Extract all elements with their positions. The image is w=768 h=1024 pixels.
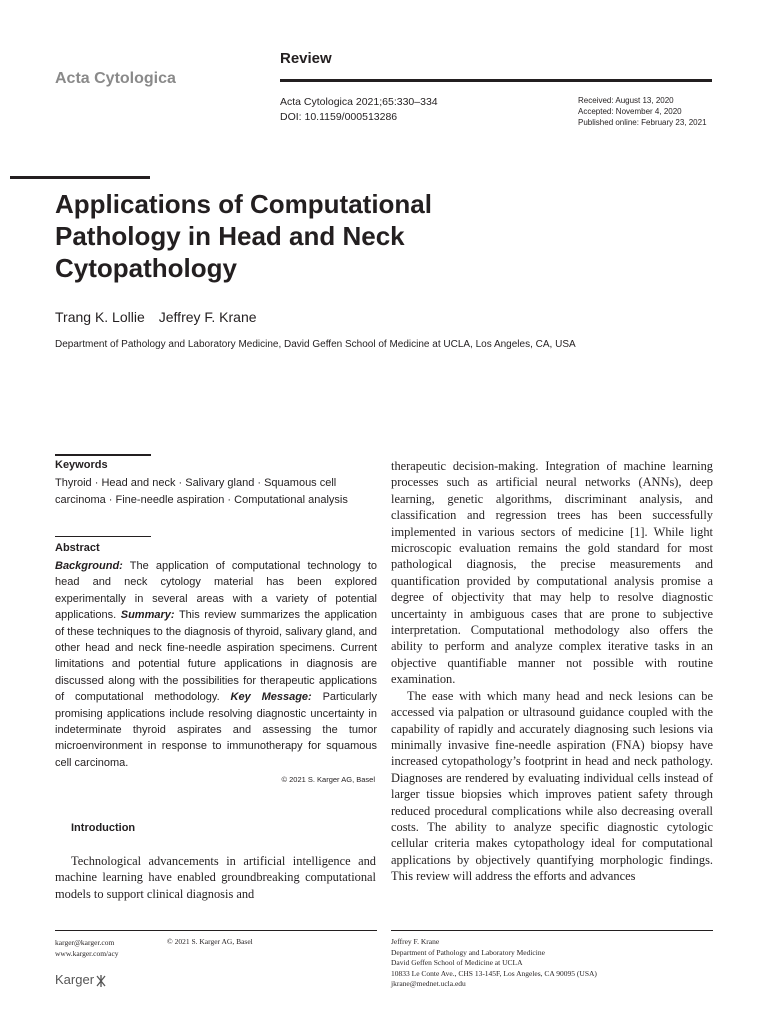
introduction-heading: Introduction bbox=[71, 822, 136, 834]
introduction-text: Technological advancements in artificial intelligence and machine learning have enabled groundbreaking computational models to support clinical diagnosis and bbox=[55, 854, 376, 901]
journal-name: Acta Cytologica bbox=[55, 70, 176, 87]
body-column bbox=[391, 458, 713, 885]
doi-link[interactable]: DOI: 10.1159/000513286 bbox=[280, 111, 398, 123]
publisher-contact bbox=[55, 937, 119, 959]
published-date: Published online: February 23, 2021 bbox=[578, 118, 707, 127]
background-label: Background: bbox=[55, 560, 123, 572]
summary-label: Summary: bbox=[120, 609, 175, 622]
abstract-rule bbox=[55, 536, 151, 537]
keywords-rule bbox=[55, 454, 151, 456]
author-name: Jeffrey F. Krane bbox=[158, 309, 257, 325]
author-list bbox=[55, 309, 257, 325]
received-date: Received: August 13, 2020 bbox=[578, 96, 674, 105]
abstract-text bbox=[55, 558, 377, 771]
citation-block bbox=[280, 95, 438, 125]
publisher-logo bbox=[55, 972, 107, 988]
correspondence-name: Jeffrey F. Krane bbox=[391, 937, 440, 946]
correspondence-department: Department of Pathology and Laboratory Medicine bbox=[391, 947, 545, 957]
citation: Acta Cytologica 2021;65:330–334 bbox=[280, 96, 438, 108]
abstract-copyright: © 2021 S. Karger AG, Basel bbox=[281, 775, 375, 784]
section-rule bbox=[280, 79, 712, 82]
article-title: Applications of Computational Pathology in Head and Neck Cytopathology bbox=[55, 189, 432, 283]
abstract-summary: This review summarizes the application of these techniques to the diagnosis of thyroid, salivary gland, and other head and neck fine-needle aspiration specimens. Current limitations and potential future applications in diagnosis are discussed along with the possibilities for therapeutic applications of computational methodology. bbox=[55, 609, 378, 704]
author-name: Trang K. Lollie bbox=[55, 309, 145, 325]
body-paragraph: The ease with which many head and neck lesions can be accessed via palpation or ultrasound guidance coupled with the capability of rapidly and accurately diagnosing such lesions via minimally invasive fine-needle aspiration (FNA) biopsy have increased cytopathology’s footprint in head and neck pathology. Diagnoses are rendered by evaluating individual cells instead of larger tissue biopsies which improves patient safety through reduced procedural complications while also decreasing overall costs. The ability to analyze specific diagnostic cytologic cellular criteria makes cytopathology ideal for computational applications by objectively quantifying morphologic findings. This review will address the efforts and advances bbox=[391, 688, 713, 884]
logo-mark-icon bbox=[95, 974, 107, 988]
publisher-email-link[interactable]: karger@karger.com bbox=[55, 938, 115, 947]
key-message-label: Key Message: bbox=[230, 691, 312, 704]
abstract-key-message: Particularly promising applications include resolving diagnostic uncertainty in indeterminate thyroid aspirates and assessing the tumor microenvironment in response to immunotherapy for squamous cell carcinoma. bbox=[55, 691, 377, 769]
abstract-background: The application of computational technology to head and neck cytology material has been explored experimentally in several areas with a variety of potential applications. bbox=[55, 560, 378, 622]
body-paragraph: therapeutic decision-making. Integration of machine learning processes such as artificial neural networks (ANNs), deep learning, genetic algorithms, discriminant analysis, and classification and regression trees has been successfully implemented in various sectors of medicine [1]. While light microscopic evaluation remains the gold standard for most pathological diagnosis, the precise measurements and quantification provided by computational analysis promise a degree of objectivity that may help to resolve diagnostic uncertainty in ambiguous cases that are prone to subjective interpretation. Computational methodology also offers the ability to perform and analyze complex iterative tasks in an objective quantifiable manner not possible with routine examination. bbox=[391, 459, 713, 687]
correspondence bbox=[391, 937, 597, 990]
correspondence-email-link[interactable]: jkrane@mednet.ucla.edu bbox=[391, 979, 466, 989]
keywords-heading: Keywords bbox=[55, 459, 108, 471]
keywords-list: Thyroid · Head and neck · Salivary gland · Squamous cell carcinoma · Fine-needle aspiration · Computational analysis bbox=[55, 477, 348, 506]
abstract-heading: Abstract bbox=[55, 542, 100, 554]
publisher-logo-text: Karger bbox=[55, 972, 95, 987]
publisher-website-link[interactable]: www.karger.com/acy bbox=[55, 949, 119, 958]
article-dates bbox=[578, 95, 707, 128]
affiliation: Department of Pathology and Laboratory Medicine, David Geffen School of Medicine at UCLA, Los Angeles, CA, USA bbox=[55, 339, 576, 350]
footer-rule bbox=[55, 930, 377, 931]
accepted-date: Accepted: November 4, 2020 bbox=[578, 107, 682, 116]
footer-rule bbox=[391, 930, 713, 931]
correspondence-school: David Geffen School of Medicine at UCLA bbox=[391, 958, 523, 968]
title-rule bbox=[10, 176, 150, 179]
correspondence-address: 10833 Le Conte Ave., CHS 13-145F, Los Angeles, CA 90095 (USA) bbox=[391, 968, 597, 978]
article-section: Review bbox=[280, 50, 332, 67]
footer-copyright: © 2021 S. Karger AG, Basel bbox=[167, 937, 253, 946]
